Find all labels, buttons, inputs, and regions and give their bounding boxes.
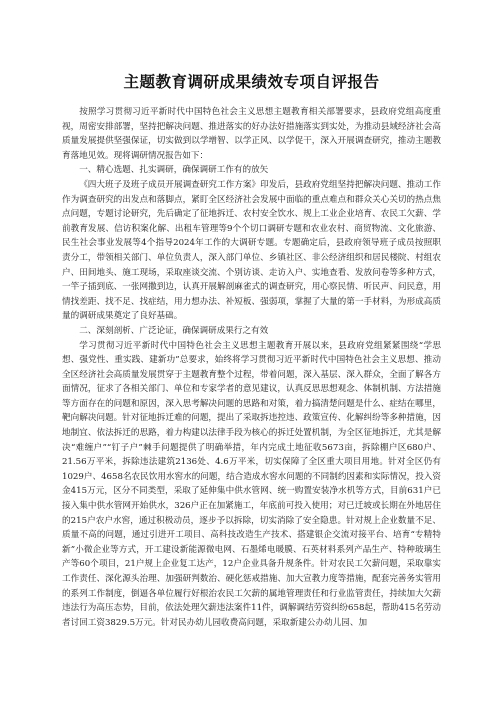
section-heading-2: 二、深刻剖析、广泛论证，确保调研成果行之有效: [79, 325, 269, 336]
intro-paragraph: 按照学习贯彻习近平新时代中国特色社会主义思想主题教育相关部署要求，县政府党组高度重视，周密安排部署，坚持把解决问题、推进落实的好办法好措施落实到实处，为推动县域经济社会高质量发展提供坚强保证，切实做到以学增智、以学正风、以学促干，深入开展调查研究，推动主题教育落地见效。现将调研情况报告如下：: [62, 107, 441, 161]
section-1-paragraph: 《四大班子及班子成员开展调查研究工作方案》印发后，县政府党组坚持把解决问题、推动工作作为调查研究的出发点和落脚点，紧盯全区经济社会发展中面临的重点难点和群众关心关切的热点焦点问题，专题讨论研究，先后确定了征地拆迁、农村安全饮水、规上工业企业培育、农民工欠薪、学前教育发展、信访积案化解、出租车管理等9个个切口调研专题和农业农村、商贸物流、文化旅游、民生社会事业发展等4个指导2024年工作的大调研专题。专题确定后，县政府领导班子成员按照职责分工，带领相关部门、单位负责人，深入部门单位、乡镇社区、非公经济组织和居民楼院、村组农户、田间地头、施工现场，采取座谈交流、个别访谈、走访入户、实地查看、发放问卷等多种方式，一竿子插到底、一张网撒到边，认真开展解剖麻雀式的调查研究，用心察民情、听民声、问民意，用情找差距、找不足、找症结，用力想办法、补短板、强弱项，掌握了大量的第一手材料，为形成高质量的调研成果奠定了良好基础。: [62, 179, 441, 322]
document-body: [62, 105, 441, 630]
section-2-paragraph: 学习贯彻习近平新时代中国特色社会主义思想主题教育开展以来，县政府党组紧紧围绕“学思想、强党性、重实践、建新功”总要求，始终将学习贯彻习近平新时代中国特色社会主义思想、推动全区经济社会高质量发展贯穿于主题教育整个过程，带着问题，深入基层、深入群众，全面了解各方面情况，征求了各相关部门、单位和专家学者的意见建议，认真反思思想观念、体制机制、方法措施等方面存在的问题和原因，深入思考解决问题的思路和对策，着力搞清楚问题是什么、症结在哪里，靶向解决问题。针对征地拆迁难的问题，提出了采取拆违控违、政策宣传、化解纠纷等多种措施，因地制宜、依法拆迁的思路，着力构建以法律手段为核心的拆迁处置机制，为全区征地拆迁，尤其是解决“难缠户”“钉子户”棘手问题提供了明确举措，年内完成土地征收5673亩，拆除棚户区680户、21.56万平米，拆除违法建筑2136处、4.6万平米，切实保障了全区重大项目用地。针对全区仍有1029户、4658名农民饮用水窖水的问题，结合造成水窖水问题的不同制约因素和实际情况，投入资金415万元，区分不同类型，采取了延伸集中供水管网、统一购置安装净水机等方式，目前631户已接入集中供水管网开始供水，326户正在加紧施工，年底前可投入使用；对已迁坡或长期在外地居住的215户农户水窖，通过积极动员，逐步予以拆除，切实消除了安全隐患。针对规上企业数量不足、质量不高的问题，通过引进开工项目、高科技改造生产技术、搭建银企交流对接平台、培育“专精特新”小微企业等方式，开工建设新能源微电网、石墨烯电暖膜、石英材料系列产品生产、特种玻璃生产等60个项目，21户规上企业复工达产，12户企业具备升规条件。针对农民工欠薪问题，采取靠实工作责任、深化源头治理、加强研判数治、硬化惩戒措施、加大宣教力度等措施，配套完善务实管用的系列工作制度，倒逼各单位履行好根治农民工欠薪的属地管理责任和行业监管责任，持续加大欠薪违法行为高压态势，目前，依法处理欠薪违法案件11件，调解调结劳资纠纷658起，帮助415名劳动者讨回工资3829.5万元。针对民办幼儿园收费高问题，采取新建公办幼儿园、加: [62, 340, 441, 628]
section-heading-1: 一、精心选题、扎实调研，确保调研工作有的放矢: [79, 165, 269, 176]
document-title: 主题教育调研成果绩效专项自评报告: [123, 72, 380, 91]
